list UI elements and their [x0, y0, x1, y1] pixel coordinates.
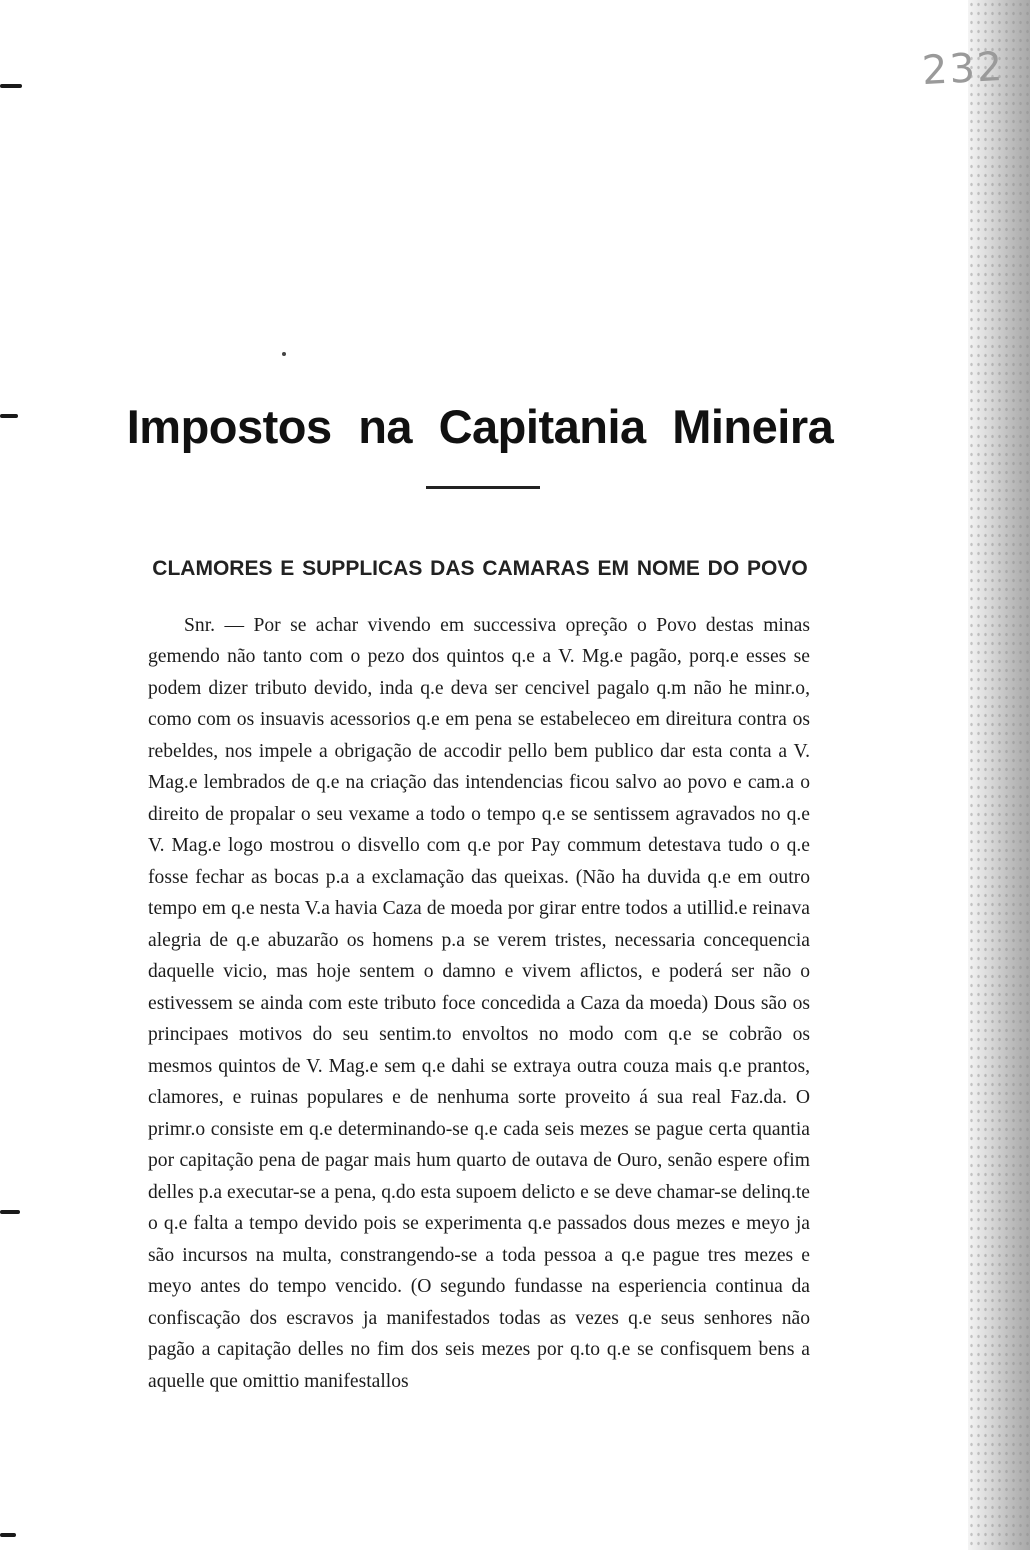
title-rule: [426, 486, 540, 489]
body-paragraph: Snr. — Por se achar vivendo em successiva opreção o Povo destas minas gemendo não tanto com o pezo dos quintos q.e a V. Mg.e pagão, porq.e esses se podem dizer tributo devido, inda q.e deva ser cencivel pagalo q.m não he minr.o, como com os insuavis acessorios q.e em pena se estabeleceo em direitura contra os rebeldes, nos impele a obrigação de accodir pello bem publico dar esta conta a V. Mag.e lembrados de q.e na criação das intendencias ficou salvo ao povo e cam.a o direito de propalar o seu vexame a todo o tempo q.e se sentissem agravados no q.e V. Mag.e logo mostrou o disvello com q.e por Pay commum detestava tudo o q.e fosse fechar as bocas p.a a exclamação das queixas. (Não ha duvida q.e em outro tempo em q.e nesta V.a havia Caza de moeda por girar entre todos a utillid.e reinava alegria de q.e abuzarão os homens p.a se verem tristes, necessaria concequencia daquelle vicio, mas hoje sentem o damno e vivem aflictos, e poderá ser não o estivessem se ainda com este tributo foce concedida a Caza da moeda) Dous são os principaes motivos do seu sentim.to envoltos no modo com q.e se cobrão os mesmos quintos de V. Mag.e sem q.e dahi se extraya outra couza mais q.e prantos, clamores, e ruinas populares e de nenhuma sorte proveito á sua real Faz.da. O primr.o consiste em q.e determinando-se q.e cada seis mezes se pague certa quantia por capitação pena de pagar mais hum quarto de outava de Ouro, senão espere ofim delles p.a executar-se a pena, q.do esta supoem delicto e se deve chamar-se delinq.te o q.e falta a tempo devido pois se experimenta q.e passados dous mezes e meyo ja são incursos na multa, constrangendo-se a toda pessoa a q.e pague tres mezes e meyo antes do tempo vencido. (O segundo fundasse na esperiencia continua da confiscação dos escravos ja manifestados todas as vezes q.e seus senhores não pagão a capitação delles no fim dos seis mezes por q.to q.e se confisquem bens a aquelle que omittio manifestallos: [148, 614, 810, 1392]
ink-dot: [282, 352, 286, 356]
margin-mark: [0, 84, 22, 88]
margin-mark: [0, 1210, 20, 1214]
page-edge: [968, 0, 1030, 1550]
section-subtitle: CLAMORES E SUPPLICAS DAS CAMARAS EM NOME DO POVO: [152, 557, 808, 581]
margin-mark: [0, 1533, 16, 1537]
page-title: Impostos na Capitania Mineira: [126, 400, 834, 454]
page-number: 232: [920, 43, 1006, 95]
